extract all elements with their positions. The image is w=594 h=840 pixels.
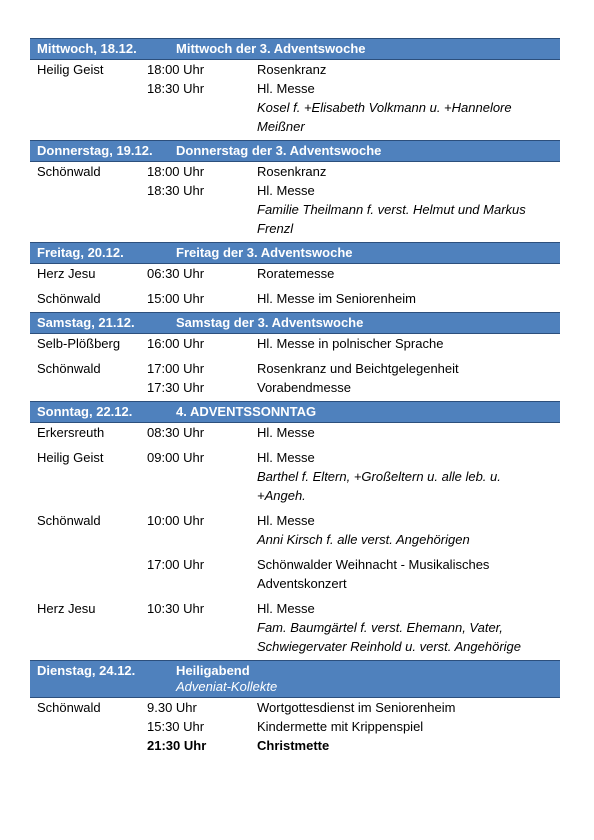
day-date: Mittwoch, 18.12. xyxy=(37,41,137,56)
schedule-entry xyxy=(30,378,560,397)
entry-time: 18:00 Uhr xyxy=(147,62,205,77)
entry-time: 17:00 Uhr xyxy=(147,557,205,572)
entry-note: Frenzl xyxy=(257,221,294,236)
entry-place: Erkersreuth xyxy=(37,425,105,440)
entry-event: Rosenkranz und Beichtgelegenheit xyxy=(257,361,459,376)
entry-event: Rosenkranz xyxy=(257,62,327,77)
entry-place: Heilig Geist xyxy=(37,450,104,465)
entry-time: 10:30 Uhr xyxy=(147,601,205,616)
entry-event: Hl. Messe xyxy=(257,513,315,528)
entry-note: +Angeh. xyxy=(257,488,306,503)
entry-place: Heilig Geist xyxy=(37,62,104,77)
entry-event: Hl. Messe im Seniorenheim xyxy=(257,291,416,306)
entry-place: Schönwald xyxy=(37,291,101,306)
entry-time: 18:30 Uhr xyxy=(147,81,205,96)
schedule-entry xyxy=(30,60,560,79)
schedule-entry xyxy=(30,359,560,378)
entry-note: Familie Theilmann f. verst. Helmut und Markus xyxy=(257,202,526,217)
day-date: Freitag, 20.12. xyxy=(37,245,124,260)
entry-time: 06:30 Uhr xyxy=(147,266,205,281)
entry-place: Herz Jesu xyxy=(37,266,96,281)
entry-note: Meißner xyxy=(257,119,305,134)
day-title: Freitag der 3. Adventswoche xyxy=(176,245,353,260)
entry-event: Wortgottesdienst im Seniorenheim xyxy=(257,700,456,715)
day-title: Heiligabend xyxy=(176,663,250,678)
day-title: Donnerstag der 3. Adventswoche xyxy=(176,143,382,158)
day-date: Donnerstag, 19.12. xyxy=(37,143,153,158)
entry-event: Hl. Messe xyxy=(257,601,315,616)
day-header xyxy=(30,38,560,60)
entry-place: Schönwald xyxy=(37,700,101,715)
day-block xyxy=(30,242,560,308)
entry-time: 15:00 Uhr xyxy=(147,291,205,306)
entry-time: 16:00 Uhr xyxy=(147,336,205,351)
entry-event: Schönwalder Weihnacht - Musikalisches xyxy=(257,557,490,572)
day-date: Dienstag, 24.12. xyxy=(37,663,136,678)
entry-note: Anni Kirsch f. alle verst. Angehörigen xyxy=(257,532,470,547)
day-block xyxy=(30,660,560,755)
schedule-entry xyxy=(30,599,560,656)
entry-place: Schönwald xyxy=(37,513,101,528)
entry-event: Rosenkranz xyxy=(257,164,327,179)
entry-note: Kosel f. +Elisabeth Volkmann u. +Hannelore xyxy=(257,100,512,115)
day-subtitle: Adveniat-Kollekte xyxy=(176,679,278,694)
schedule-entry xyxy=(30,698,560,717)
entry-time: 9.30 Uhr xyxy=(147,700,197,715)
day-title: 4. ADVENTSSONNTAG xyxy=(176,404,317,419)
entry-event: Hl. Messe xyxy=(257,450,315,465)
schedule-entry xyxy=(30,264,560,283)
entry-note: Fam. Baumgärtel f. verst. Ehemann, Vater, xyxy=(257,620,503,635)
entry-event: Hl. Messe xyxy=(257,183,315,198)
day-block xyxy=(30,140,560,238)
day-date: Sonntag, 22.12. xyxy=(37,404,133,419)
entry-time: 17:30 Uhr xyxy=(147,380,205,395)
entry-place xyxy=(37,555,147,593)
day-title: Samstag der 3. Adventswoche xyxy=(176,315,364,330)
schedule-entry xyxy=(30,555,560,593)
entry-time: 08:30 Uhr xyxy=(147,425,205,440)
day-header xyxy=(30,140,560,162)
entry-time: 09:00 Uhr xyxy=(147,450,205,465)
schedule-entry xyxy=(30,289,560,308)
entry-event: Roratemesse xyxy=(257,266,335,281)
entry-event: Hl. Messe xyxy=(257,425,315,440)
schedule-entry xyxy=(30,162,560,181)
entry-time: 18:30 Uhr xyxy=(147,183,205,198)
entry-place: Selb-Plößberg xyxy=(37,336,121,351)
day-block xyxy=(30,38,560,136)
entry-place xyxy=(37,378,147,397)
schedule-entry xyxy=(30,79,560,136)
entry-place: Herz Jesu xyxy=(37,601,96,616)
day-header xyxy=(30,401,560,423)
schedule-entry xyxy=(30,334,560,353)
schedule-entry xyxy=(30,181,560,238)
day-header xyxy=(30,242,560,264)
entry-event: Christmette xyxy=(257,738,330,753)
entry-event: Vorabendmesse xyxy=(257,380,351,395)
entry-note: Barthel f. Eltern, +Großeltern u. alle leb. u. xyxy=(257,469,501,484)
entry-place xyxy=(37,717,147,736)
schedule-entry xyxy=(30,717,560,736)
day-header xyxy=(30,312,560,334)
entry-event: Hl. Messe xyxy=(257,81,315,96)
day-date: Samstag, 21.12. xyxy=(37,315,135,330)
entry-event-continued: Adventskonzert xyxy=(257,576,347,591)
schedule xyxy=(30,38,560,759)
entry-note: Schwiegervater Reinhold u. verst. Angehörige xyxy=(257,639,521,654)
entry-time: 10:00 Uhr xyxy=(147,513,205,528)
entry-place: Schönwald xyxy=(37,361,101,376)
entry-time: 18:00 Uhr xyxy=(147,164,205,179)
schedule-entry xyxy=(30,423,560,442)
entry-time: 17:00 Uhr xyxy=(147,361,205,376)
entry-time: 21:30 Uhr xyxy=(147,738,207,753)
entry-event: Hl. Messe in polnischer Sprache xyxy=(257,336,444,351)
entry-place xyxy=(37,736,147,755)
entry-place xyxy=(37,79,147,136)
entry-time: 15:30 Uhr xyxy=(147,719,205,734)
schedule-entry xyxy=(30,448,560,505)
entry-event: Kindermette mit Krippenspiel xyxy=(257,719,424,734)
schedule-entry xyxy=(30,736,560,755)
entry-place xyxy=(37,181,147,238)
day-block xyxy=(30,401,560,656)
day-block xyxy=(30,312,560,397)
entry-place: Schönwald xyxy=(37,164,101,179)
day-title: Mittwoch der 3. Adventswoche xyxy=(176,41,366,56)
day-header xyxy=(30,660,560,698)
schedule-entry xyxy=(30,511,560,549)
